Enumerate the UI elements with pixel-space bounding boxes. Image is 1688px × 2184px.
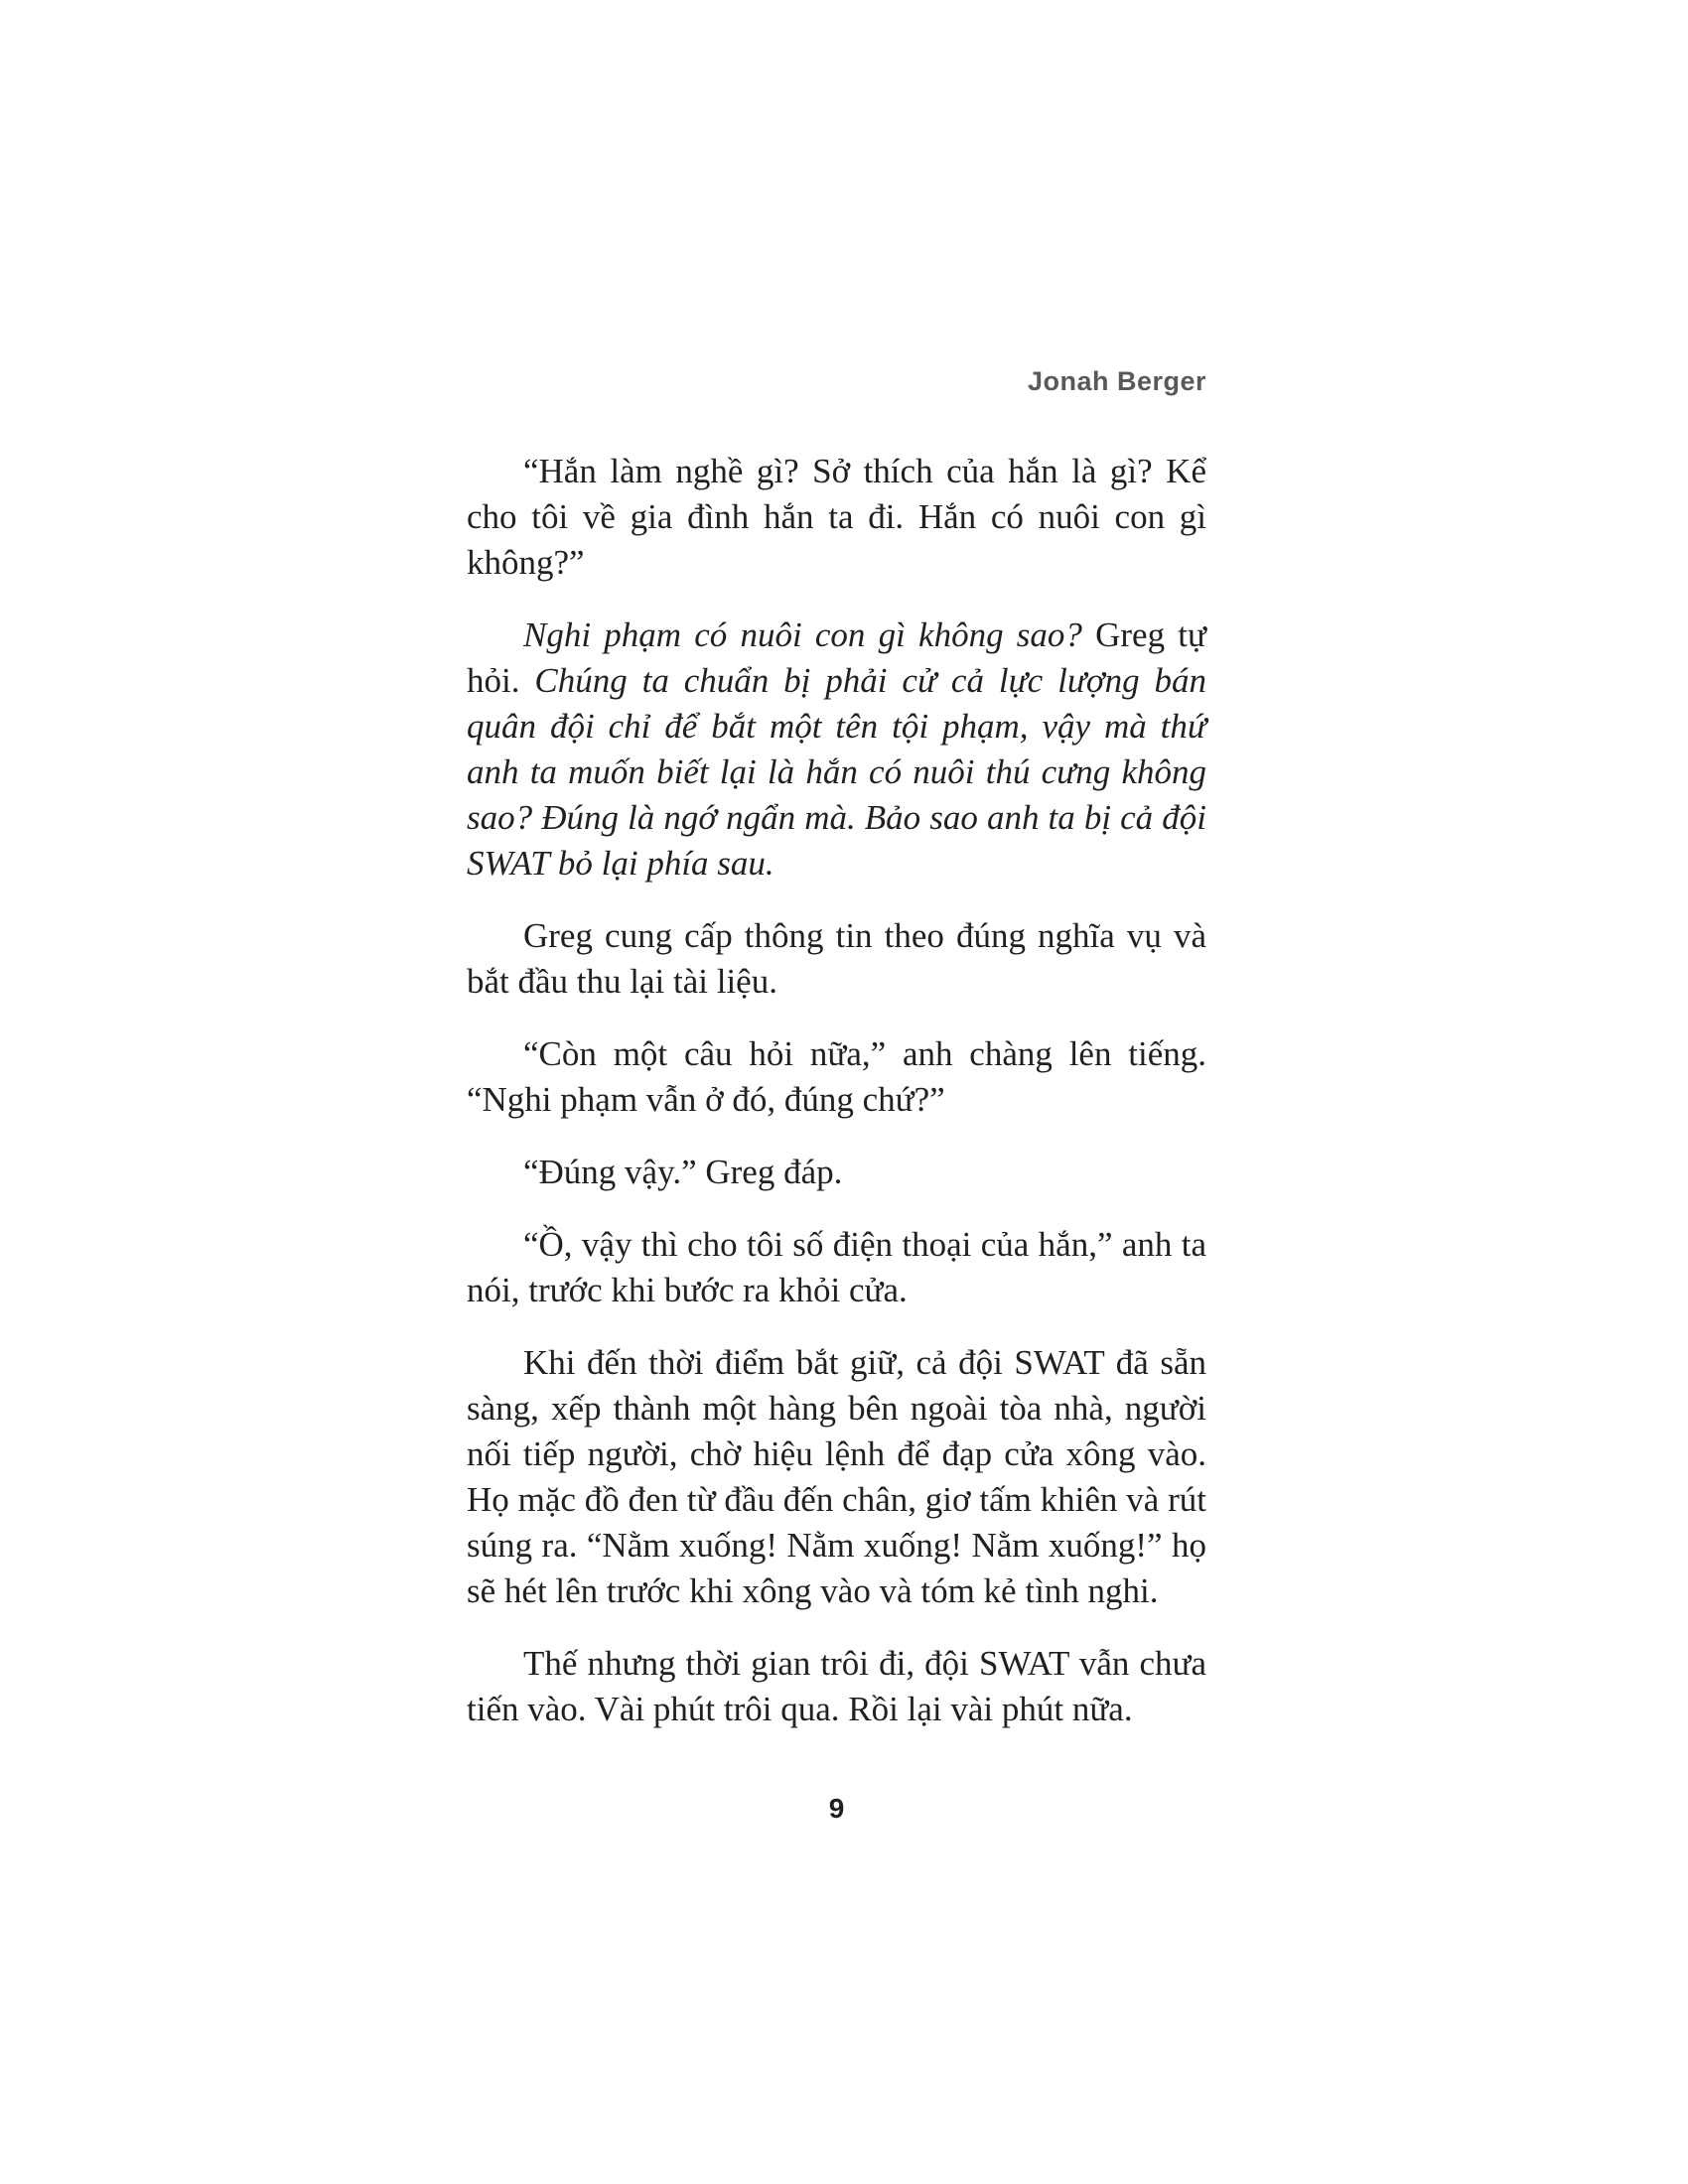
regular-text: “Ồ, vậy thì cho tôi số điện thoại của hắn,” anh ta nói, trước khi bước ra khỏi cửa. xyxy=(467,1225,1206,1309)
paragraph xyxy=(467,1222,1206,1313)
paragraph xyxy=(467,613,1206,887)
running-header: Jonah Berger xyxy=(1027,366,1206,396)
regular-text: “Còn một câu hỏi nữa,” anh chàng lên tiếng. “Nghi phạm vẫn ở đó, đúng chứ?” xyxy=(467,1034,1206,1119)
body-text xyxy=(467,449,1206,1732)
paragraph xyxy=(467,449,1206,586)
italic-text: Chúng ta chuẩn bị phải cử cả lực lượng bán quân đội chỉ để bắt một tên tội phạm, vậy mà thứ anh ta muốn biết lại là hắn có nuôi thú cưng không sao? Đúng là ngớ ngẩn mà. Bảo sao anh ta bị cả đội SWAT bỏ lại phía sau. xyxy=(467,661,1206,883)
italic-text: Nghi phạm có nuôi con gì không sao? xyxy=(523,615,1096,654)
page-number: 9 xyxy=(828,1793,845,1824)
paragraph xyxy=(467,913,1206,1005)
regular-text: Khi đến thời điểm bắt giữ, cả đội SWAT đã sẵn sàng, xếp thành một hàng bên ngoài tòa nhà, người nối tiếp người, chờ hiệu lệnh để đạp cửa xông vào. Họ mặc đồ đen từ đầu đến chân, giơ tấm khiên và rút súng ra. “Nằm xuống! Nằm xuống! Nằm xuống!” họ sẽ hét lên trước khi xông vào và tóm kẻ tình nghi. xyxy=(467,1343,1206,1610)
regular-text: Greg cung cấp thông tin theo đúng nghĩa vụ và bắt đầu thu lại tài liệu. xyxy=(467,916,1206,1001)
regular-text: Thế nhưng thời gian trôi đi, đội SWAT vẫn chưa tiến vào. Vài phút trôi qua. Rồi lại vài phút nữa. xyxy=(467,1644,1206,1728)
regular-text: “Đúng vậy.” Greg đáp. xyxy=(523,1153,843,1191)
regular-text: “Hắn làm nghề gì? Sở thích của hắn là gì? Kể cho tôi về gia đình hắn ta đi. Hắn có nuôi con gì không?” xyxy=(467,452,1206,582)
paragraph xyxy=(467,1641,1206,1732)
paragraph xyxy=(467,1340,1206,1614)
paragraph xyxy=(467,1150,1206,1195)
paragraph xyxy=(467,1031,1206,1123)
regular-text: Greg tự hỏi. xyxy=(467,615,1206,700)
